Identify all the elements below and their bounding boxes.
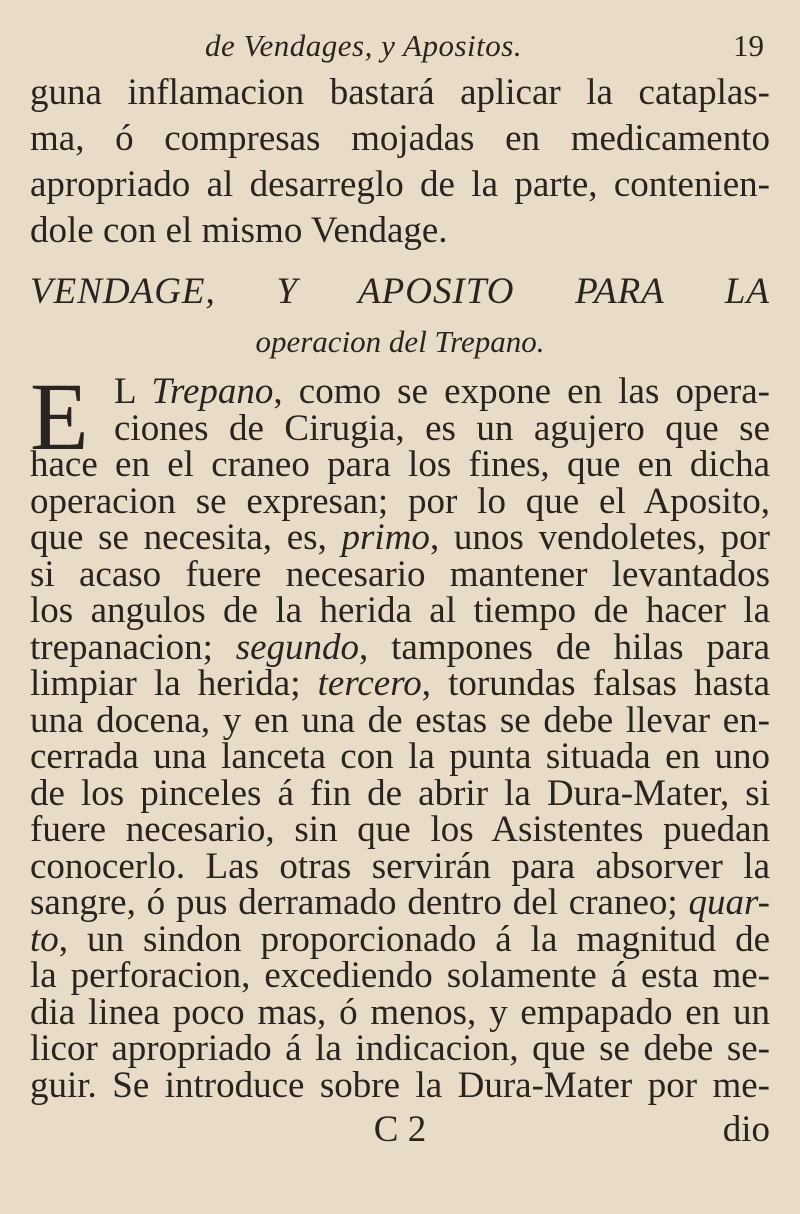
text-line: de los pinceles á fin de abrir la Dura-Mater, si [30,772,770,814]
text-line: trepanacion; segundo, tampones de hilas para [30,626,770,668]
text-line: to, un sindon proporcionado á la magnitud de [30,918,770,960]
text-line: operacion se expresan; por lo que el Aposito, [30,480,770,522]
text-line: L Trepano, como se expone en las opera- [114,371,770,412]
text-line: ciones de Cirugia, es un agujero que se [114,407,770,449]
text-line: hace en el craneo para los fines, que en dicha [30,444,770,485]
text-line: ma, ó compresas mojadas en medicamento [30,118,770,159]
text-line: cerrada una lanceta con la punta situada en uno [30,736,770,777]
text-line: dole con el mismo Vendage. [30,210,448,251]
text-line: sangre, ó pus derramado dentro del craneo; quar- [30,882,770,923]
text-line: conocerlo. Las otras servirán para absorver la [30,845,770,887]
text-line: una docena, y en una de estas se debe llevar en- [30,699,770,741]
text-line: dia linea poco mas, ó menos, y empapado en un [30,991,770,1033]
signature-mark: C 2 [373,1109,427,1150]
drop-cap: E [30,363,89,470]
running-head: de Vendages, y Apositos. [205,28,523,63]
text-line: fuere necesario, sin que los Asistentes puedan [30,809,770,850]
text-line: limpiar la herida; tercero, torundas falsas hasta [30,663,770,704]
text-line: si acaso fuere necesario mantener levantados [30,553,770,595]
text-line: la perforacion, excediendo solamente á esta me- [30,955,770,996]
text-line: guir. Se introduce sobre la Dura-Mater por me- [30,1064,770,1106]
text-line: licor apropriado á la indicacion, que se debe se- [30,1028,770,1069]
text-line: que se necesita, es, primo, unos vendoletes, por [30,517,770,558]
text-line: los angulos de la herida al tiempo de hacer la [30,590,770,631]
section-subtitle: operacion del Trepano. [255,324,545,359]
text-line: apropriado al desarreglo de la parte, contenien- [30,164,770,205]
page-number: 19 [733,28,764,63]
section-title: VENDAGE, Y APOSITO PARA LA [30,271,770,312]
text-line: guna inflamacion bastará aplicar la cataplas- [30,72,770,113]
catchword: dio [722,1109,770,1150]
page-header [30,28,770,72]
